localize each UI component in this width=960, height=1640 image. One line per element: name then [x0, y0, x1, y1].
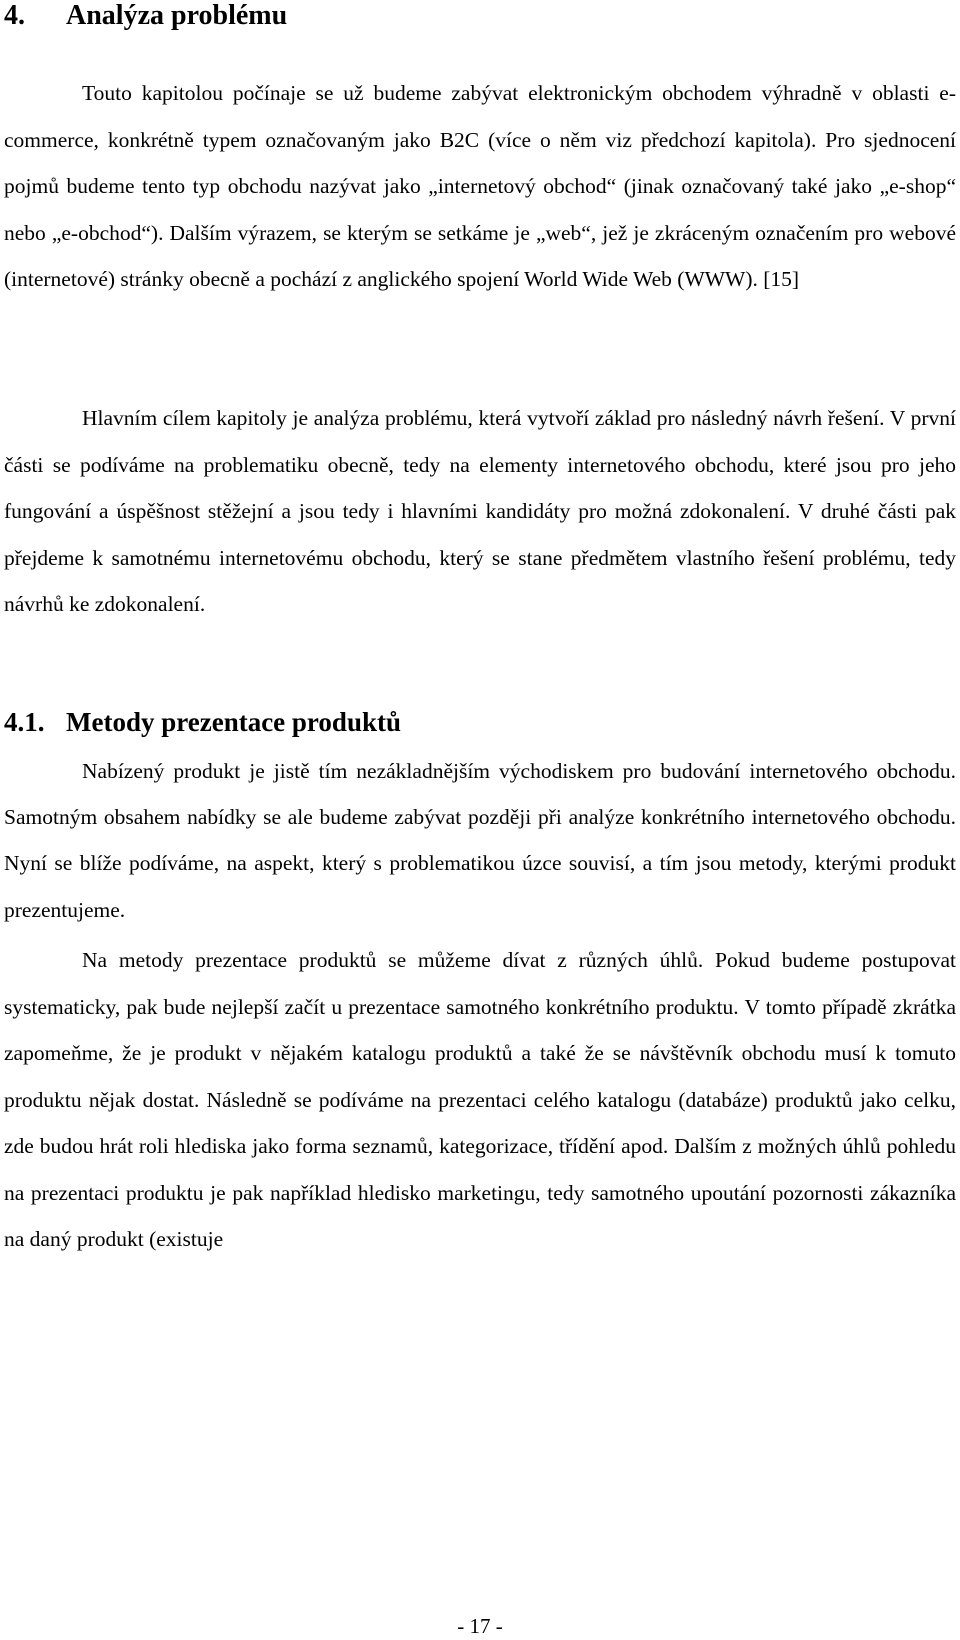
paragraph-product: Nabízený produkt je jistě tím nezákladnějším východiskem pro budování internetového obchodu. Samotným obsahem nabídky se ale budeme zabývat později při analýze konkrétního internetového obchodu. Nyní se blíže podíváme, na aspekt, který s problematikou úzce souvisí, a tím jsou metody, kterými produkt prezentujeme. [4, 759, 956, 922]
paragraph-goal: Hlavním cílem kapitoly je analýza problému, která vytvoří základ pro následný návrh řešení. V první části se podíváme na problematiku obecně, tedy na elementy internetového obchodu, které jsou pro jeho fungování a úspěšnost stěžejní a jsou tedy i hlavními kandidáty pro možná zdokonalení. V druhé části pak přejdeme k samotnému internetovému obchodu, který se stane předmětem vlastního řešení problému, tedy návrhů ke zdokonalení. [4, 406, 956, 617]
chapter-number: 4. [4, 0, 25, 31]
section-title: Metody prezentace produktů [66, 707, 401, 737]
paragraph-methods: Na metody prezentace produktů se můžeme dívat z různých úhlů. Pokud budeme postupovat systematicky, pak bude nejlepší začít u prezentace samotného konkrétního produktu. V tomto případě zkrátka zapomeňme, že je produkt v nějakém katalogu produktů a také že se návštěvník obchodu musí k tomuto produktu nějak dostat. Následně se podíváme na prezentaci celého katalogu (databáze) produktů jako celku, zde budou hrát roli hlediska jako forma seznamů, kategorizace, třídění apod. Dalším z možných úhlů pohledu na prezentaci produktu je pak například hledisko marketingu, tedy samotného upoutání pozornosti zákazníka na daný produkt (existuje [4, 948, 956, 1251]
page-number: - 17 - [457, 1614, 503, 1638]
paragraph-intro: Touto kapitolou počínaje se už budeme zabývat elektronickým obchodem výhradně v oblasti e-commerce, konkrétně typem označovaným jako B2C (více o něm viz předchozí kapitola). Pro sjednocení pojmů budeme tento typ obchodu nazývat jako „internetový obchod“ (jinak označovaný také jako „e-shop“ nebo „e-obchod“). Dalším výrazem, se kterým se setkáme je „web“, jež je zkráceným označením pro webové (internetové) stránky obecně a pochází z anglického spojení World Wide Web (WWW). [15] [4, 81, 956, 292]
section-heading [4, 706, 401, 738]
section-number: 4.1. [4, 707, 45, 737]
chapter-heading [4, 0, 287, 32]
chapter-title: Analýza problému [66, 0, 288, 31]
